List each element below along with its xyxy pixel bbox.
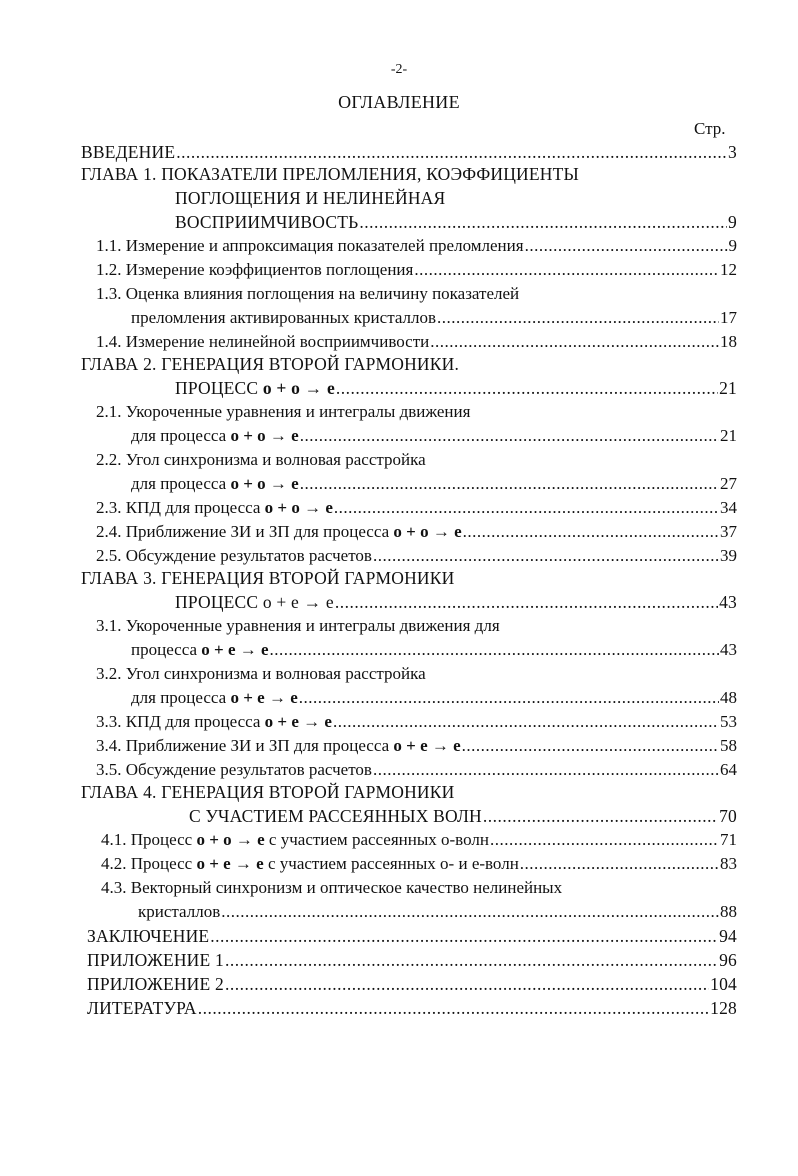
toc-entry-1-3[interactable] — [131, 306, 737, 330]
toc-entry-intro[interactable] — [81, 140, 737, 164]
toc-entry-chapter-2[interactable] — [175, 376, 737, 400]
process-label: процесса — [131, 640, 198, 659]
toc-page-ref: 34 — [720, 498, 737, 517]
process-suffix: с участием рассеянных о-волн — [268, 830, 489, 849]
toc-entry-appendix-2[interactable] — [87, 972, 737, 996]
toc-entry-2-2-line1: 2.2. Угол синхронизма и волновая расстройка — [96, 450, 426, 469]
toc-entry-text — [96, 520, 462, 544]
toc-page-ref: 48 — [720, 688, 737, 707]
toc-page-ref: 53 — [720, 712, 737, 731]
dot-leader — [221, 900, 719, 924]
process-label: для процесса — [131, 426, 227, 445]
toc-entry-2-2[interactable] — [131, 472, 737, 496]
toc-page-ref: 88 — [720, 902, 737, 921]
toc-page-ref: 83 — [720, 854, 737, 873]
toc-entry-3-4[interactable] — [96, 734, 737, 758]
dot-leader — [210, 924, 718, 948]
toc-entry-text: ВОСПРИИМЧИВОСТЬ — [175, 212, 359, 232]
toc-entry-text — [131, 472, 299, 496]
toc-page-ref: 12 — [720, 260, 737, 279]
toc-entry-text: ЛИТЕРАТУРА — [87, 998, 197, 1018]
toc-entry-literature[interactable] — [87, 996, 737, 1020]
dot-leader — [373, 544, 719, 568]
toc-entry-3-1[interactable] — [131, 638, 737, 662]
process-label: 3.3. КПД для процесса — [96, 712, 261, 731]
dot-leader — [176, 140, 727, 164]
page-number: -2- — [390, 62, 408, 77]
toc-entry-chapter-3[interactable] — [175, 590, 737, 614]
toc-entry-3-2[interactable] — [131, 686, 737, 710]
dot-leader — [430, 330, 719, 354]
toc-page-ref: 64 — [720, 760, 737, 779]
toc-entry-text — [96, 496, 333, 520]
toc-entry-2-3[interactable] — [96, 496, 737, 520]
toc-entry-4-2[interactable] — [101, 852, 737, 876]
toc-page-ref: 21 — [719, 378, 737, 398]
toc-chapter-3-line1: ГЛАВА 3. ГЕНЕРАЦИЯ ВТОРОЙ ГАРМОНИКИ — [81, 568, 455, 588]
toc-entry-text: 1.2. Измерение коэффициентов поглощения — [96, 260, 414, 279]
toc-entry-4-3[interactable] — [138, 900, 737, 924]
toc-entry-text — [101, 852, 519, 876]
toc-entry-text — [175, 590, 334, 614]
toc-entry-3-1-line1: 3.1. Укороченные уравнения и интегралы движения для — [96, 616, 500, 635]
process-formula: o + e → e — [196, 854, 264, 873]
toc-page-ref: 58 — [720, 736, 737, 755]
toc-entry-2-1-line1: 2.1. Укороченные уравнения и интегралы движения — [96, 402, 471, 421]
toc-page-ref: 43 — [719, 592, 737, 612]
process-formula: o + e → e — [393, 736, 461, 755]
process-formula: o + o → e — [262, 378, 335, 398]
toc-entry-1-4[interactable] — [96, 330, 737, 354]
process-label: 4.2. Процесс — [101, 854, 193, 873]
toc-page-ref: 9 — [728, 236, 737, 255]
dot-leader — [225, 948, 718, 972]
toc-entry-2-1[interactable] — [131, 424, 737, 448]
toc-entry-text: ЗАКЛЮЧЕНИЕ — [87, 926, 210, 946]
dot-leader — [462, 734, 719, 758]
toc-entry-text — [131, 424, 299, 448]
toc-entry-4-1[interactable] — [101, 828, 737, 852]
toc-entry-text: ВВЕДЕНИЕ — [81, 142, 176, 162]
toc-entry-4-3-line1: 4.3. Векторный синхронизм и оптическое качество нелинейных — [101, 878, 563, 897]
toc-entry-appendix-1[interactable] — [87, 948, 737, 972]
toc-entry-text — [175, 376, 335, 400]
toc-page-ref: 39 — [720, 546, 737, 565]
toc-entry-text: 1.1. Измерение и аппроксимация показателей преломления — [96, 236, 524, 255]
process-label: ПРОЦЕСС — [175, 378, 259, 398]
toc-entry-1-3-line1: 1.3. Оценка влияния поглощения на величину показателей — [96, 284, 520, 303]
process-formula: o + e → e — [264, 712, 332, 731]
process-formula: o + o → e — [393, 522, 462, 541]
dot-leader — [334, 496, 719, 520]
toc-entry-chapter-1[interactable] — [175, 210, 737, 234]
process-suffix: с участием рассеянных о- и е-волн — [267, 854, 519, 873]
process-formula: o + o → e — [196, 830, 265, 849]
process-formula: o + o → e — [230, 426, 299, 445]
toc-page-ref: 43 — [720, 640, 737, 659]
process-label: 4.1. Процесс — [101, 830, 193, 849]
toc-entry-2-4[interactable] — [96, 520, 737, 544]
toc-page-ref: 96 — [719, 950, 737, 970]
toc-entry-conclusion[interactable] — [87, 924, 737, 948]
toc-page-ref: 128 — [710, 998, 737, 1018]
dot-leader — [359, 210, 727, 234]
dot-leader — [525, 234, 728, 258]
toc-entry-text: ПРИЛОЖЕНИЕ 1 — [87, 950, 224, 970]
toc-page-ref: 17 — [720, 308, 737, 327]
process-formula: o + e → e — [262, 592, 334, 612]
dot-leader — [225, 972, 709, 996]
dot-leader — [198, 996, 709, 1020]
process-label: 2.4. Приближение ЗИ и ЗП для процесса — [96, 522, 390, 541]
dot-leader — [300, 424, 719, 448]
dot-leader — [414, 258, 719, 282]
process-label: ПРОЦЕСС — [175, 592, 259, 612]
toc-chapter-4-line1: ГЛАВА 4. ГЕНЕРАЦИЯ ВТОРОЙ ГАРМОНИКИ — [81, 782, 455, 802]
dot-leader — [270, 638, 719, 662]
toc-page-ref: 27 — [720, 474, 737, 493]
process-formula: o + e → e — [230, 688, 298, 707]
toc-entry-2-5[interactable] — [96, 544, 737, 568]
toc-entry-text — [131, 686, 298, 710]
toc-entry-3-2-line1: 3.2. Угол синхронизма и волновая расстройка — [96, 664, 426, 683]
dot-leader — [490, 828, 719, 852]
dot-leader — [333, 710, 719, 734]
toc-entry-1-2[interactable] — [96, 258, 737, 282]
page-title: ОГЛАВЛЕНИЕ — [338, 92, 460, 112]
dot-leader — [483, 804, 718, 828]
toc-page-ref: 9 — [728, 212, 737, 232]
process-label: для процесса — [131, 474, 227, 493]
toc-entry-3-5[interactable] — [96, 758, 737, 782]
page-column-label: Стр. — [694, 119, 726, 138]
toc-page-ref: 71 — [720, 830, 737, 849]
toc-entry-text: 3.5. Обсуждение результатов расчетов — [96, 760, 372, 779]
toc-entry-text — [96, 734, 461, 758]
toc-chapter-2-line1: ГЛАВА 2. ГЕНЕРАЦИЯ ВТОРОЙ ГАРМОНИКИ. — [81, 354, 460, 374]
dot-leader — [520, 852, 719, 876]
dot-leader — [299, 686, 719, 710]
dot-leader — [300, 472, 719, 496]
toc-entry-text — [96, 710, 332, 734]
process-label: 2.3. КПД для процесса — [96, 498, 261, 517]
process-formula: o + o → e — [264, 498, 333, 517]
dot-leader — [336, 376, 718, 400]
process-formula: o + o → e — [230, 474, 299, 493]
toc-entry-text: преломления активированных кристаллов — [131, 308, 437, 327]
toc-entry-text — [101, 828, 489, 852]
toc-entry-text: ПРИЛОЖЕНИЕ 2 — [87, 974, 224, 994]
toc-page-ref: 3 — [728, 142, 737, 162]
toc-entry-text — [131, 638, 269, 662]
dot-leader — [373, 758, 719, 782]
toc-entry-3-3[interactable] — [96, 710, 737, 734]
process-label: для процесса — [131, 688, 227, 707]
toc-entry-1-1[interactable] — [96, 234, 737, 258]
process-label: 3.4. Приближение ЗИ и ЗП для процесса — [96, 736, 390, 755]
toc-entry-text: 2.5. Обсуждение результатов расчетов — [96, 546, 372, 565]
toc-entry-text: 1.4. Измерение нелинейной восприимчивости — [96, 332, 430, 351]
process-formula: o + e → e — [201, 640, 269, 659]
dot-leader — [463, 520, 719, 544]
toc-entry-text: кристаллов — [138, 902, 221, 921]
toc-entry-chapter-4[interactable] — [189, 804, 737, 828]
dot-leader — [335, 590, 718, 614]
dot-leader — [437, 306, 719, 330]
toc-page-ref: 70 — [719, 806, 737, 826]
toc-chapter-1-line1: ГЛАВА 1. ПОКАЗАТЕЛИ ПРЕЛОМЛЕНИЯ, КОЭФФИЦИЕНТЫ — [81, 164, 579, 184]
toc-page-ref: 94 — [719, 926, 737, 946]
toc-page-ref: 37 — [720, 522, 737, 541]
toc-entry-text: С УЧАСТИЕМ РАССЕЯННЫХ ВОЛН — [189, 806, 482, 826]
toc-page-ref: 18 — [720, 332, 737, 351]
toc-page-ref: 104 — [710, 974, 737, 994]
toc-chapter-1-line2: ПОГЛОЩЕНИЯ И НЕЛИНЕЙНАЯ — [175, 188, 446, 208]
toc-page-ref: 21 — [720, 426, 737, 445]
